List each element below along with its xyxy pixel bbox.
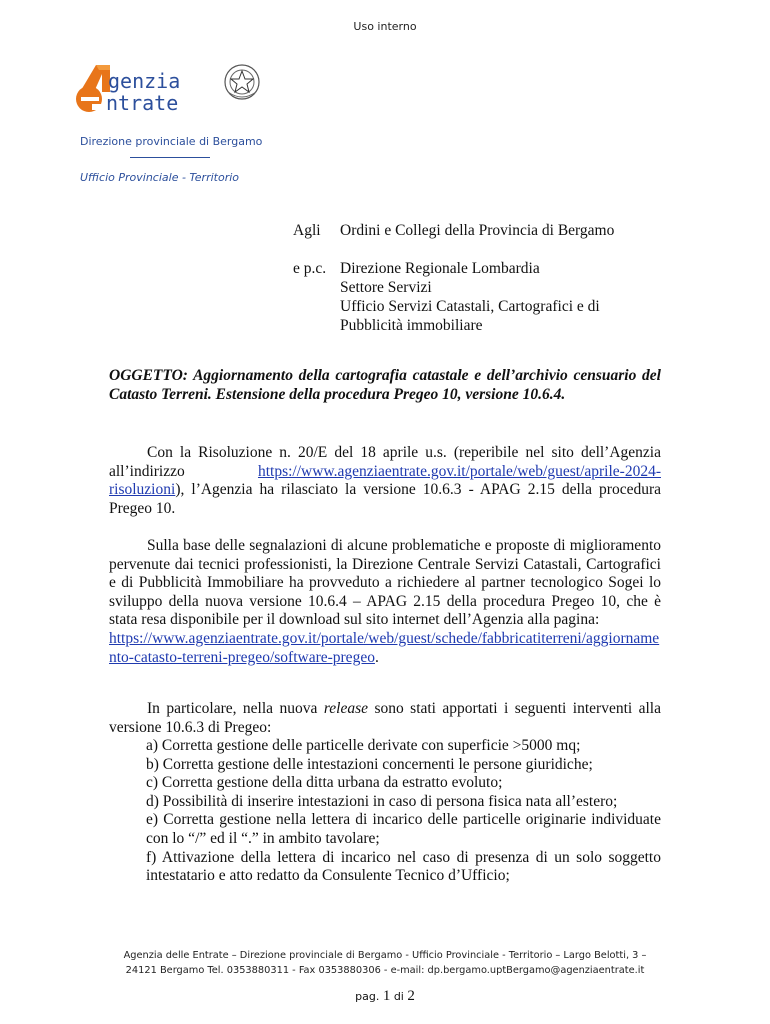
footer-contact-line: 24121 Bergamo Tel. 0353880311 - Fax 0353880306 - e-mail: dp.bergamo.uptBergamo@agenziaentrate.it <box>125 965 645 976</box>
republic-emblem-icon <box>225 65 259 99</box>
interventions-list <box>146 737 661 886</box>
agenzia-entrate-logo-graphic <box>70 62 270 118</box>
list-item: d) Possibilità di inserire intestazioni in caso di persona fisica nata all’estero; <box>146 792 618 810</box>
recipient-to-value: Ordini e Collegi della Provincia di Bergamo <box>340 222 615 239</box>
ufficio-provinciale-label: Ufficio Provinciale - Territorio <box>80 171 240 184</box>
recipient-cc-line: Settore Servizi <box>340 279 432 296</box>
page-prefix: pag. <box>355 990 380 1003</box>
page-footer <box>100 948 670 978</box>
paragraph-text: In particolare, nella nuova <box>147 700 324 717</box>
paragraph-interventi-intro <box>109 700 661 737</box>
recipient-cc-list <box>340 259 600 335</box>
page-separator: di <box>393 990 404 1003</box>
logo-word-entrate: ntrate <box>106 91 179 115</box>
list-item-text: e) Corretta gestione nella lettera di incarico delle particelle originarie individuate con lo “/” ed il “.” in ambito tavolare; <box>146 811 661 847</box>
paragraph-risoluzione <box>109 444 661 518</box>
list-item: b) Corretta gestione delle intestazioni concernenti le persone giuridiche; <box>146 755 593 773</box>
paragraph-text: Sulla base delle segnalazioni di alcune problematiche e proposte di miglioramento pervenute dai tecnici professionisti, la Direzione Centrale Servizi Catastali, Cartografici e di Pubblicità Immobiliare ha provveduto a richiedere al partner tecnologico Sogei lo sviluppo della nuova versione 10.6.4 – APAG 2.15 della procedura Pregeo 10, che è stata resa disponibile per il download sul sito internet dell’Agenzia alla pagina: <box>109 537 661 629</box>
page-current: 1 <box>382 988 391 1004</box>
subject-heading: OGGETTO: Aggiornamento della cartografia catastale e dell’archivio censuario del Catasto Terreni. Estensione della procedura Pregeo 10, versione 10.6.4. <box>109 367 661 403</box>
list-item: a) Corretta gestione delle particelle derivate con superficie >5000 mq; <box>146 737 581 754</box>
direzione-provinciale-label: Direzione provinciale di Bergamo <box>80 135 263 148</box>
paragraph-text: . <box>374 648 379 666</box>
release-term: release <box>323 700 368 717</box>
list-item: c) Corretta gestione della ditta urbana da estratto evoluto; <box>146 774 503 792</box>
paragraph-text: Con la Risoluzione n. 20/E del 18 aprile u.s. (reperibile nel sito dell’Agenzia all’indirizzo <box>109 444 661 480</box>
document-classification: Uso interno <box>353 20 417 33</box>
page-total: 2 <box>407 988 415 1004</box>
paragraph-text: sono stati apportati i seguenti interventi alla versione 10.6.3 di Pregeo: <box>109 700 661 736</box>
recipient-to-key: Agli <box>293 222 321 239</box>
list-item <box>146 811 661 848</box>
list-item: f) Attivazione della lettera di incarico nel caso di presenza di un solo soggetto intestatario e atto redatto da Consulente Tecnico d’Ufficio; <box>146 848 661 885</box>
risoluzioni-link[interactable]: https://www.agenziaentrate.gov.it/portale/web/guest/aprile-2024-risoluzioni <box>109 462 661 499</box>
recipient-cc-key: e p.c. <box>293 260 327 277</box>
recipient-cc-line: Direzione Regionale Lombardia <box>340 260 540 277</box>
footer-address-line: Agenzia delle Entrate – Direzione provinciale di Bergamo - Ufficio Provinciale - Territorio – Largo Belotti, 3 – <box>123 950 647 961</box>
header-divider <box>130 157 210 158</box>
logo-word-agenzia: genzia <box>108 69 181 93</box>
page-number <box>0 988 770 1005</box>
agenzia-entrate-logo <box>70 62 270 118</box>
paragraph-text: ), l’Agenzia ha rilasciato la versione 10.6.3 - APAG 2.15 della procedura Pregeo 10. <box>109 481 661 517</box>
recipient-cc-line: Pubblicità immobiliare <box>340 317 483 334</box>
software-pregeo-link[interactable]: https://www.agenziaentrate.gov.it/portale/web/guest/schede/fabbricatiterreni/aggiornamento-catasto-terreni-pregeo/software-pregeo <box>109 629 660 666</box>
recipient-cc-line: Ufficio Servizi Catastali, Cartografici e di <box>340 298 600 315</box>
paragraph-segnalazioni <box>109 537 661 667</box>
